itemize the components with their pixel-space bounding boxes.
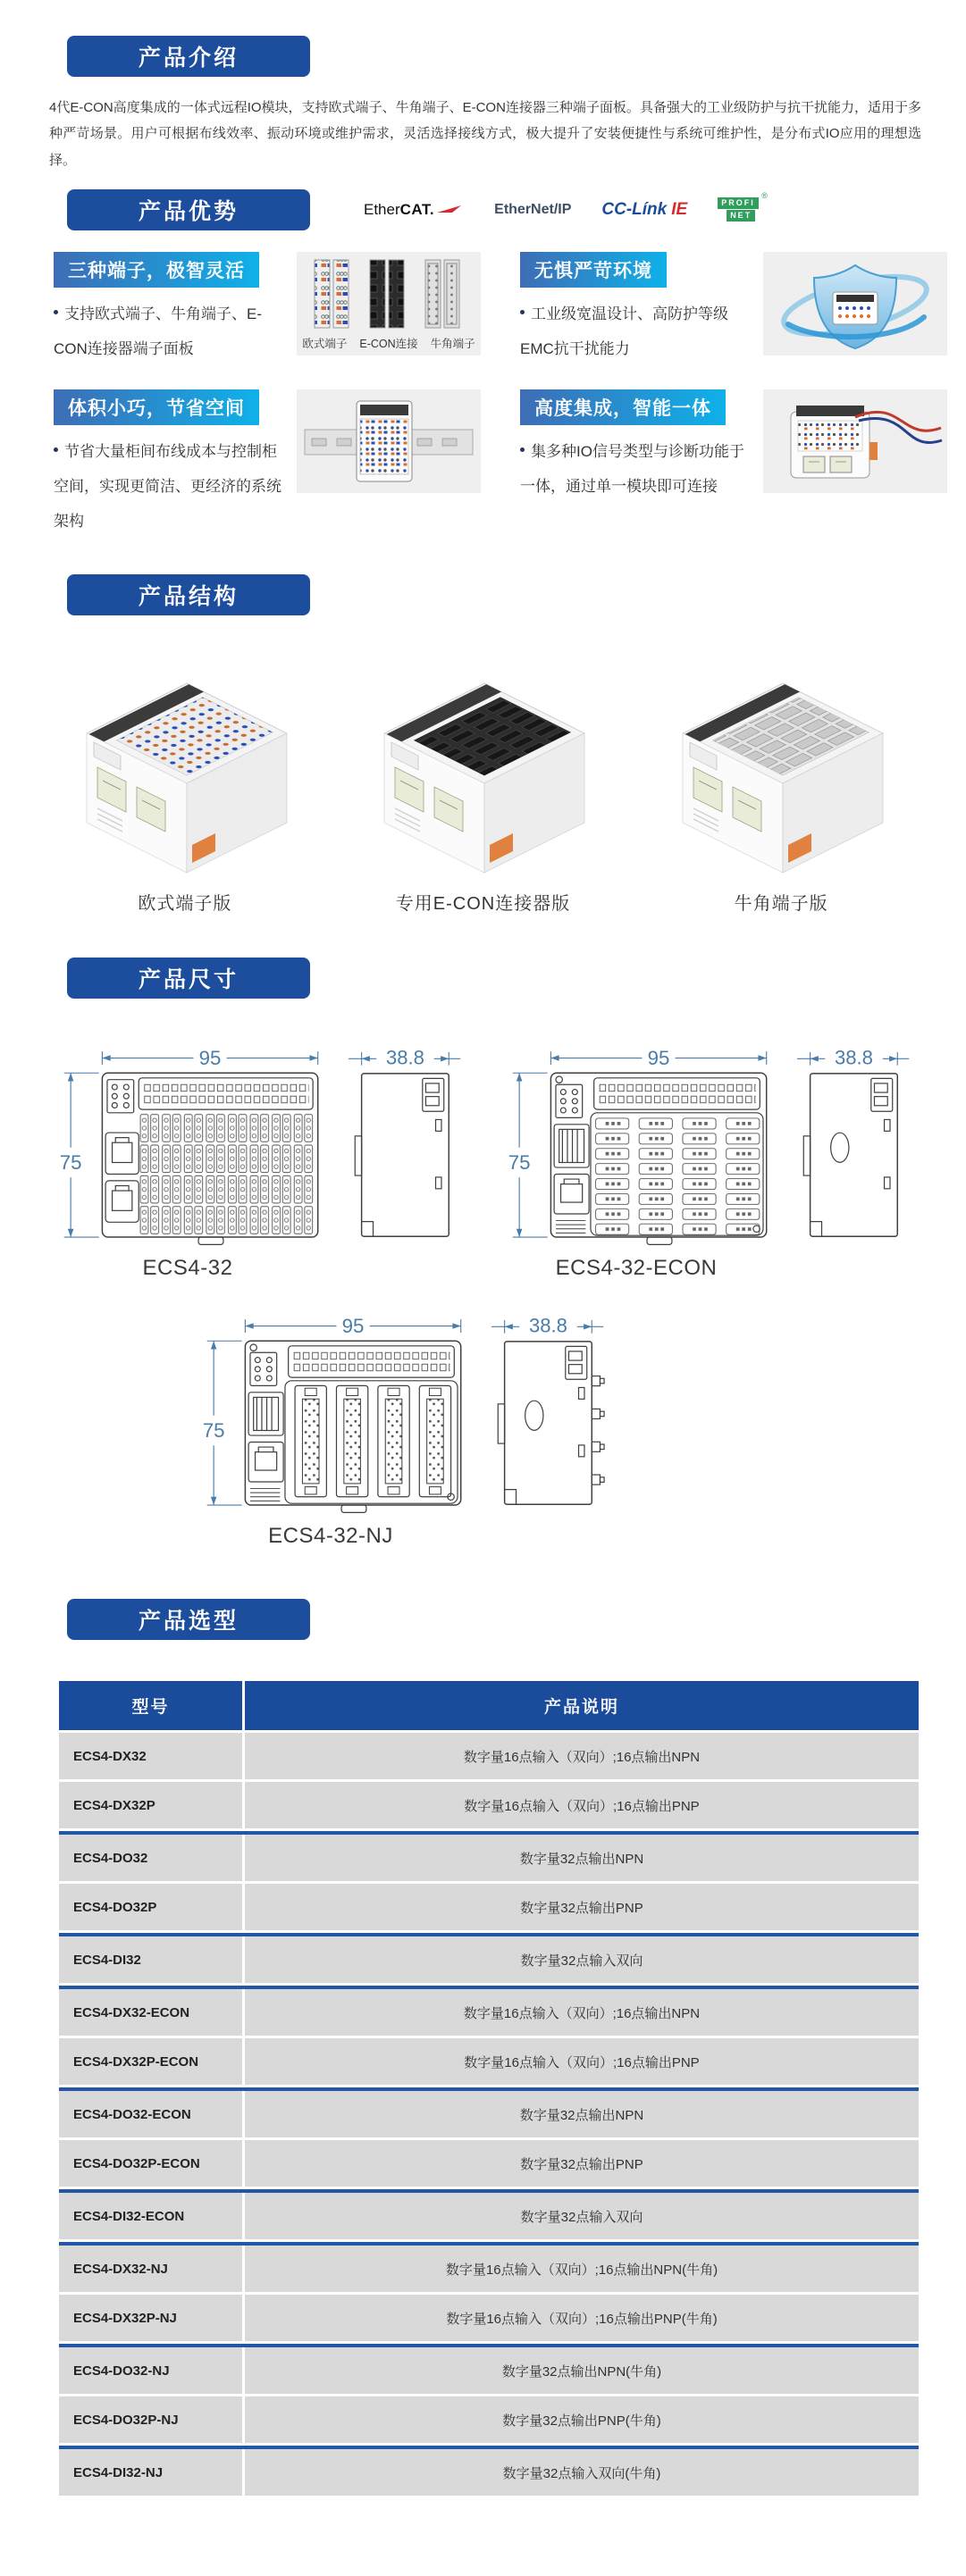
cclink-ie-logo [601,200,687,220]
feature-title: 无惧严苛环境 [520,252,667,288]
feature-desc: 工业级宽温设计、高防护等级EMC抗干扰能力 [520,297,751,366]
section-title: 产品介绍 [138,46,239,71]
module-3d-euro [51,646,319,880]
feature-card-integrated [520,389,947,539]
structure-label: 专用E-CON连接器版 [395,894,571,915]
dimension-model-label: ECS4-32-NJ [268,1524,393,1549]
registered-mark: ® [761,191,768,201]
caption-euro: 欧式端子 [302,338,348,351]
profinet-logo [718,191,768,222]
table-row [59,2449,919,2496]
section-title: 产品优势 [138,198,239,224]
structure-label: 牛角端子版 [734,894,828,915]
module-wires-illustration [768,392,943,490]
dim-height-value: 75 [59,1151,82,1175]
feature-image-module-wires [763,389,947,493]
caption-econ: E-CON连接 [359,338,418,351]
dimension-group-ecs4-32-econ [498,1036,911,1281]
section-header-structure [67,574,310,615]
cell-model: ECS4-DO32P-ECON [73,2155,200,2171]
cell-model: ECS4-DX32P-ECON [73,2053,199,2070]
cell-model: ECS4-DX32P [73,1797,155,1813]
cell-model: ECS4-DO32P [73,1899,157,1915]
selection-table [59,1681,919,2496]
ethercat-text: Ether [364,200,400,218]
ethernetip-logo [494,202,571,218]
dim-depth-value: 38.8 [528,1314,567,1337]
module-3d-nj [647,646,915,880]
dimension-drawings [0,1036,966,1549]
cell-description: 数字量16点输入（双向）;16点输出NPN [242,1989,919,2036]
cell-model: ECS4-DI32 [73,1952,141,1968]
cell-description: 数字量16点输入（双向）;16点输出PNP [242,1782,919,1828]
table-row [59,1782,919,1828]
cell-description: 数字量32点输出PNP(牛角) [242,2396,919,2443]
table-row [59,2396,919,2443]
profinet-top-text: PROFI [718,197,759,209]
shield-illustration [770,255,940,353]
terminal-captions [302,335,475,351]
table-row [59,2038,919,2085]
feature-grid [54,252,928,539]
table-row [59,1835,919,1881]
cell-model: ECS4-DO32 [73,1850,148,1866]
dimension-group-ecs4-32 [49,1036,462,1281]
section-header-selection [67,1599,310,1640]
cell-description: 数字量16点输入（双向）;16点输出PNP [242,2038,919,2085]
dimension-model-label: ECS4-32-ECON [555,1256,718,1281]
cell-description: 数字量16点输入（双向）;16点输出NPN(牛角) [242,2246,919,2292]
table-row [59,2295,919,2341]
section-header-dimensions [67,958,310,999]
ethercat-arrow-icon [437,205,464,215]
dim-width-value: 95 [647,1047,670,1070]
section-title: 产品结构 [138,584,239,610]
dim-width-value: 95 [198,1047,222,1070]
table-row [59,2347,919,2394]
cell-description: 数字量16点输入（双向）;16点输出NPN [242,1733,919,1779]
cell-model: ECS4-DO32-ECON [73,2106,191,2122]
feature-desc: 支持欧式端子、牛角端子、E-CON连接器端子面板 [54,297,284,366]
structure-row [36,646,930,915]
cell-description: 数字量32点输出PNP [242,1884,919,1930]
feature-image-terminals [297,252,481,355]
cell-model: ECS4-DI32-ECON [73,2208,185,2224]
feature-desc: 集多种IO信号类型与诊断功能于一体，通过单一模块即可连接 [520,434,751,504]
feature-desc: 节省大量柜间布线成本与控制柜空间，实现更简洁、更经济的系统架构 [54,434,284,539]
feature-image-shield [763,252,947,355]
side-view-ecs4-32-econ [785,1036,911,1254]
cell-model: ECS4-DX32 [73,1748,147,1764]
table-row [59,2246,919,2292]
column-header-model: 型号 [131,1698,170,1718]
profinet-bottom-text: NET [727,210,755,222]
cell-model: ECS4-DO32P-NJ [73,2412,179,2428]
feature-image-dinrail [297,389,481,493]
table-row [59,2140,919,2187]
dim-depth-value: 38.8 [385,1046,424,1069]
cell-description: 数字量32点输出NPN(牛角) [242,2347,919,2394]
cell-description: 数字量16点输入（双向）;16点输出PNP(牛角) [242,2295,919,2341]
table-row [59,1936,919,1983]
table-row [59,1884,919,1930]
feature-card-environment [520,252,947,366]
dim-height-value: 75 [508,1151,531,1175]
structure-item-econ [349,646,617,915]
structure-label: 欧式端子版 [138,894,232,915]
cclink-text: CC-Línk [601,199,668,219]
table-row [59,1733,919,1779]
caption-idc: 牛角端子 [430,338,475,351]
table-row [59,1989,919,2036]
section-title: 产品尺寸 [138,967,239,993]
column-header-description: 产品说明 [242,1681,919,1730]
cell-model: ECS4-DO32-NJ [73,2363,170,2379]
cell-description: 数字量32点输入双向 [242,2193,919,2239]
feature-title: 三种端子，极智灵活 [54,252,259,288]
cell-description: 数字量32点输入双向(牛角) [242,2449,919,2496]
dim-height-value: 75 [202,1419,225,1443]
product-page [0,36,966,2576]
structure-item-euro [51,646,319,915]
feature-card-compact [54,389,481,539]
din-rail-illustration [301,392,476,490]
front-view-ecs4-32-econ [498,1036,775,1254]
cell-model: ECS4-DI32-NJ [73,2464,164,2480]
intro-paragraph: 4代E-CON高度集成的一体式远程IO模块，支持欧式端子、牛角端子、E-CON连接器三种端子面板。具备强大的工业级防护与抗干扰能力，适用于多种严苛场景。用户可根据布线效率、振动环境或维护需求，灵活选择接线方式，极大提升了安装便捷性与系统可维护性，是分布式IO应用的理想选择。 [49,100,921,168]
cell-description: 数字量32点输出PNP [242,2140,919,2187]
feature-card-terminals [54,252,481,366]
ethernetip-text: EtherNet/IP [494,201,572,217]
side-view-ecs4-32-nj [480,1304,605,1522]
section-header-intro [67,36,310,77]
table-header-row [59,1681,919,1730]
dimension-group-ecs4-32-nj [192,1304,605,1549]
cclink-ie-text: IE [671,199,688,219]
front-view-ecs4-32 [49,1036,326,1254]
terminal-types-illustration [304,255,474,332]
cell-model: ECS4-DX32-ECON [73,2004,190,2020]
section-header-advantages [67,189,310,230]
table-row [59,2193,919,2239]
cell-description: 数字量32点输入双向 [242,1936,919,1983]
dim-depth-value: 38.8 [834,1046,873,1069]
dimension-model-label: ECS4-32 [142,1256,233,1281]
cell-model: ECS4-DX32-NJ [73,2261,168,2277]
module-3d-econ [349,646,617,880]
advantages-header-row [0,189,966,230]
front-view-ecs4-32-nj [192,1304,469,1522]
cell-description: 数字量32点输出NPN [242,1835,919,1881]
dim-width-value: 95 [341,1315,365,1338]
feature-title: 体积小巧，节省空间 [54,389,259,425]
ethercat-logo [364,201,464,219]
structure-item-nj [647,646,915,915]
cell-description: 数字量32点输出NPN [242,2091,919,2137]
ethercat-text-bold: CAT. [399,200,435,218]
section-title: 产品选型 [138,1609,239,1635]
feature-title: 高度集成，智能一体 [520,389,726,425]
side-view-ecs4-32 [337,1036,462,1254]
table-row [59,2091,919,2137]
protocol-logos [364,191,768,222]
cell-model: ECS4-DX32P-NJ [73,2310,177,2326]
